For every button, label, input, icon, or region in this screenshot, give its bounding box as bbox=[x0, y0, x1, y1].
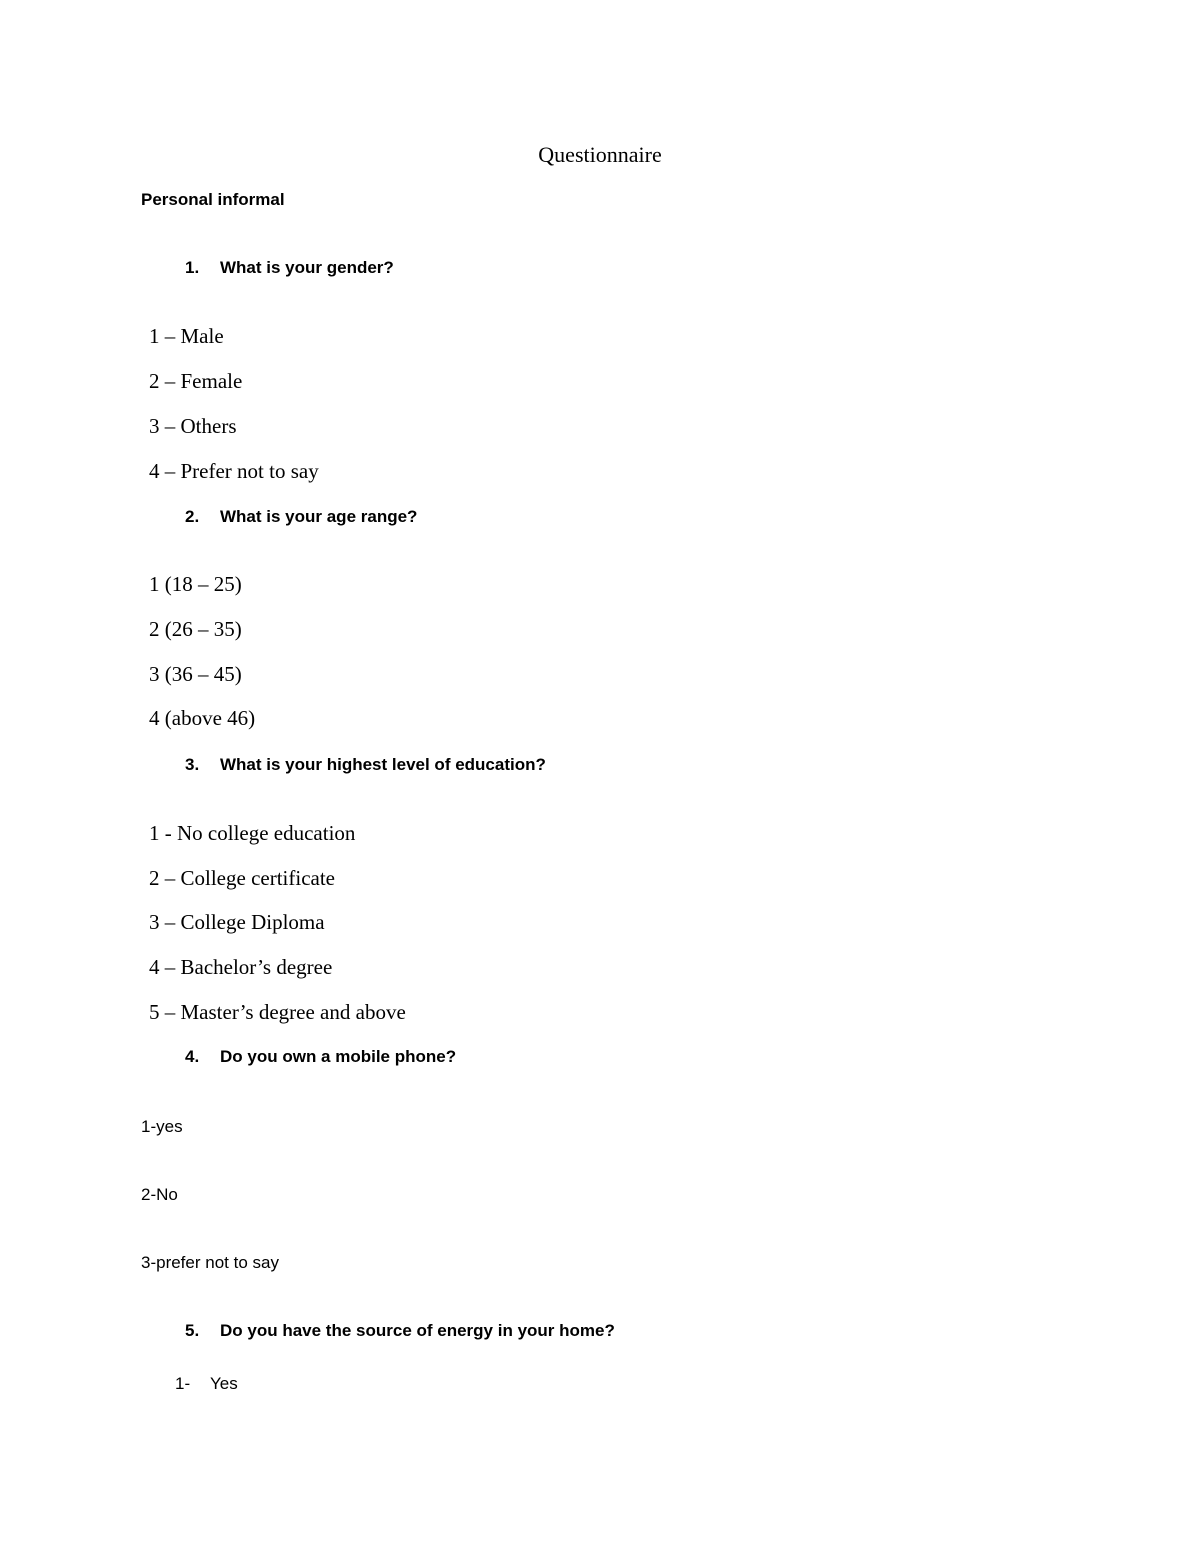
question-text: What is your highest level of education? bbox=[220, 755, 546, 774]
question-4 bbox=[185, 1047, 456, 1067]
section-heading: Personal informal bbox=[141, 190, 285, 209]
question-1 bbox=[185, 258, 394, 278]
question-number: 4. bbox=[185, 1047, 200, 1066]
option-item: 1 – Male bbox=[149, 324, 224, 348]
question-text: What is your age range? bbox=[220, 507, 418, 526]
question-3 bbox=[185, 755, 546, 775]
option-item: 1 - No college education bbox=[149, 821, 356, 845]
option-item: 2-No bbox=[141, 1185, 178, 1204]
option-item: 2 (26 – 35) bbox=[149, 617, 242, 641]
option-item: 4 (above 46) bbox=[149, 706, 256, 730]
question-number: 5. bbox=[185, 1321, 200, 1340]
question-number: 3. bbox=[185, 755, 200, 774]
question-number: 1. bbox=[185, 258, 200, 277]
question-5 bbox=[185, 1321, 615, 1341]
option-item: 3 – Others bbox=[149, 414, 237, 438]
option-item: 3 (36 – 45) bbox=[149, 662, 242, 686]
page-title: Questionnaire bbox=[538, 142, 662, 167]
question-text: Do you have the source of energy in your home? bbox=[220, 1321, 615, 1340]
option-item: 5 – Master’s degree and above bbox=[149, 1000, 406, 1024]
option-item: 1 (18 – 25) bbox=[149, 572, 242, 596]
question-2 bbox=[185, 507, 417, 527]
option-number: 1- bbox=[175, 1374, 191, 1393]
option-item bbox=[175, 1374, 238, 1394]
question-text: What is your gender? bbox=[220, 258, 394, 277]
question-text: Do you own a mobile phone? bbox=[220, 1047, 457, 1066]
option-text: Yes bbox=[210, 1374, 238, 1393]
option-item: 4 – Bachelor’s degree bbox=[149, 955, 333, 979]
option-item: 3 – College Diploma bbox=[149, 910, 325, 934]
option-item: 1-yes bbox=[141, 1117, 183, 1136]
option-item: 2 – College certificate bbox=[149, 866, 335, 890]
question-number: 2. bbox=[185, 507, 200, 526]
option-item: 4 – Prefer not to say bbox=[149, 459, 319, 483]
option-item: 2 – Female bbox=[149, 369, 243, 393]
option-item: 3-prefer not to say bbox=[141, 1253, 279, 1272]
